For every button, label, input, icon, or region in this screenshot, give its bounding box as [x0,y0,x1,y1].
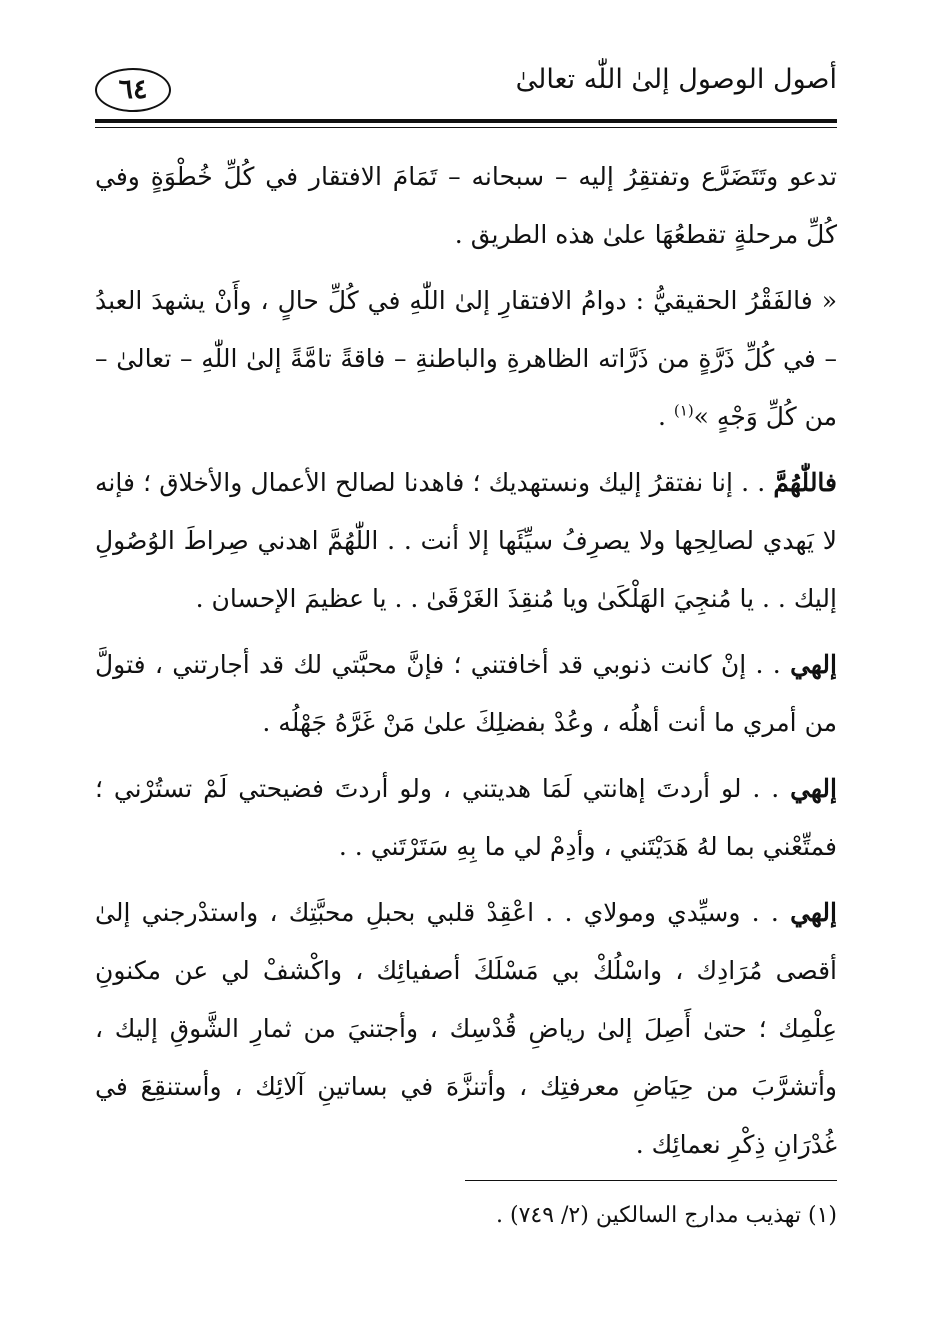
footnote-marker: (١) [673,401,694,420]
paragraph-4-text: . . إنْ كانت ذنوبي قد أخافتني ؛ فإنَّ محبَّتي لك قد أجارتني ، فتولَّ من أمري ما أنت أهلُه ، وعُدْ بفضلِكَ علىٰ مَنْ غَرَّهُ جَهْلُه . [95,650,837,737]
footnote-separator [465,1180,837,1181]
paragraph-5-lead: إلهي [790,774,837,803]
footnote: (١) تهذيب مدارج السالكين (٢/ ٧٤٩) . [495,1203,837,1228]
paragraph-1 [95,148,837,264]
paragraph-2-text: « فالفَقْرُ الحقيقيُّ : دوامُ الافتقارِ إلىٰ اللّٰهِ في كُلِّ حالٍ ، وأَنْ يشهدَ العبدُ – في كُلِّ ذَرَّةٍ من ذَرَّاته الظاهرةِ والباطنةِ – فاقةً تامَّةً إلىٰ اللّٰهِ – تعالىٰ – من كُلِّ وَجْهٍ » [95,286,837,431]
paragraph-3-text: . . إنا نفتقرُ إليك ونستهديك ؛ فاهدنا لصالح الأعمال والأخلاق ؛ فإنه لا يَهدي لصالِحِها ولا يصرِفُ سيِّئَها إلا أنت . . اللّٰهُمَّ اهدني صِراطَ الوُصُولِ إليك . . يا مُنجِيَ الهَلْكَىٰ ويا مُنقِذَ الغَرْقَىٰ . . يا عظيمَ الإحسان . [95,468,837,613]
page-number-badge: ٦٤ [95,68,171,112]
header-rule-thick [95,119,837,123]
paragraph-6-text: . . وسيِّدي ومولاي . . اعْقِدْ قلبي بحبلِ محبَّتِك ، واستدْرجني إلىٰ أقصى مُرَادِك ، واسْلُكْ بي مَسْلَكَ أصفيائِك ، واكْشفْ لي عن مكنونِ عِلْمِك ؛ حتىٰ أَصِلَ إلىٰ رياضِ قُدْسِك ، وأجتنيَ من ثمارِ الشَّوقِ إليك ، وأتشرَّبَ من حِيَاضِ معرفتِك ، وأتنزَّهَ في بساتينِ آلائِك ، وأستنقِعَ في غُدْرَانِ ذِكْرِ نعمائِك . [95,898,837,1159]
header-rule-thin [95,127,837,128]
paragraph-2-quote [95,272,837,446]
paragraph-6-lead: إلهي [790,898,837,927]
body-text [95,148,837,1182]
running-title: أصول الوصول إلىٰ اللّٰه تعالىٰ [515,64,837,95]
paragraph-4 [95,636,837,752]
paragraph-5-text: . . لو أردتَ إهانتي لَمَا هديتني ، ولو أردتَ فضيحتي لَمْ تستُرْني ؛ فمتِّعْني بما لهُ هَدَيْتَني ، وأدِمْ لي ما بِهِ سَتَرْتَني . . [95,774,837,861]
page-header [95,60,837,120]
paragraph-1-text: تدعو وتَتَضَرَّع وتفتقِرُ إليه – سبحانه – تَمَامَ الافتقار في كُلِّ خُطْوَةٍ وفي كُلِّ مرحلةٍ تقطعُهَا علىٰ هذه الطريق . [95,162,837,249]
paragraph-2-tail: . [657,402,674,431]
paragraph-3 [95,454,837,628]
paragraph-3-lead: فاللّٰهُمَّ [773,468,837,497]
paragraph-6 [95,884,837,1174]
paragraph-4-lead: إلهي [790,650,837,679]
paragraph-5 [95,760,837,876]
